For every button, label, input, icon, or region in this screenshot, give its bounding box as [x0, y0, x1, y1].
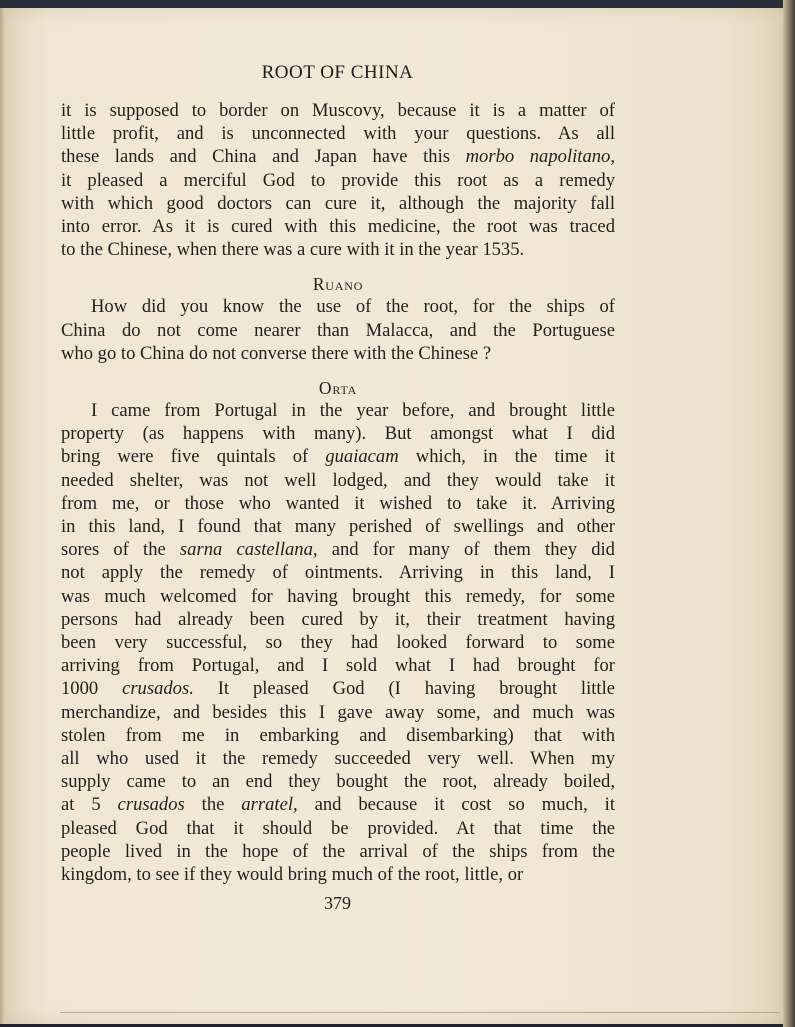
italic-term: guaiacam: [325, 446, 399, 468]
text-line: needed shelter, was not well lodged, and they would take it: [61, 469, 615, 491]
text-line: with which good doctors can cure it, although the majority fall: [61, 192, 615, 214]
text-line: sores of the sarna castellana, and for many of them they did: [61, 539, 615, 561]
paragraph-1: [61, 99, 615, 261]
text-line: I came from Portugal in the year before, and brought little: [91, 400, 615, 422]
text-line: to the Chinese, when there was a cure with it in the year 1535.: [61, 239, 525, 261]
italic-term: arratel,: [241, 794, 298, 816]
page-number: 379: [324, 893, 351, 913]
text-line: all who used it the remedy succeeded very well. When my: [61, 748, 615, 770]
page-fore-edge: [783, 0, 795, 1027]
text-line: not apply the remedy of ointments. Arriving in this land, I: [61, 562, 615, 584]
page-gutter-edge: [0, 8, 6, 1024]
italic-term: sarna castellana,: [179, 539, 318, 561]
text-line: property (as happens with many). But amongst what I did: [61, 423, 615, 445]
text-line: stolen from me in embarking and disembarking) that with: [61, 724, 615, 746]
text-line: supply came to an end they bought the root, already boiled,: [61, 771, 615, 793]
text-line: who go to China do not converse there with the Chinese ?: [61, 342, 492, 364]
text-line: at 5 crusados the arratel, and because it cost so much, it: [61, 794, 615, 816]
text-line: in this land, I found that many perished of swellings and other: [61, 516, 615, 538]
paragraph-2: [61, 295, 615, 365]
text-line: China do not come nearer than Malacca, and the Portuguese: [61, 319, 615, 341]
text-line: little profit, and is unconnected with your questions. As all: [61, 123, 615, 145]
text-line: been very successful, so they had looked forward to some: [61, 632, 615, 654]
text-line: kingdom, to see if they would bring much of the root, little, or: [61, 864, 524, 886]
text-line: from me, or those who wanted it wished to take it. Arriving: [61, 492, 615, 514]
text-line: persons had already been cured by it, their treatment having: [61, 608, 615, 630]
text-line: into error. As it is cured with this medicine, the root was traced: [61, 216, 615, 238]
text-line: merchandize, and besides this I gave away some, and much was: [61, 701, 615, 723]
text-line: How did you know the use of the root, for the ships of: [91, 296, 615, 318]
text-line: arriving from Portugal, and I sold what I had brought for: [61, 655, 615, 677]
text-line: was much welcomed for having brought this remedy, for some: [61, 585, 615, 607]
speaker-ruano: Ruano: [312, 274, 364, 295]
paragraph-3: [61, 399, 615, 886]
text-line: these lands and China and Japan have this morbo napolitano,: [61, 146, 615, 168]
text-line: people lived in the hope of the arrival of the ships from the: [61, 840, 615, 862]
text-line: pleased God that it should be provided. At that time the: [61, 817, 615, 839]
text-line: 1000 crusados. It pleased God (I having brought little: [61, 678, 615, 700]
italic-term: morbo napolitano,: [465, 146, 615, 168]
text-line: bring were five quintals of guaiacam which, in the time it: [61, 446, 615, 468]
italic-term: crusados: [117, 794, 185, 816]
page-bottom-rule: [60, 1012, 780, 1013]
text-line: it is supposed to border on Muscovy, because it is a matter of: [61, 100, 615, 121]
text-line: it pleased a merciful God to provide this root as a remedy: [61, 169, 615, 191]
italic-term: crusados.: [122, 678, 194, 700]
body-text: [61, 99, 615, 886]
running-head: ROOT OF CHINA: [261, 62, 414, 83]
speaker-orta: Orta: [318, 378, 358, 399]
